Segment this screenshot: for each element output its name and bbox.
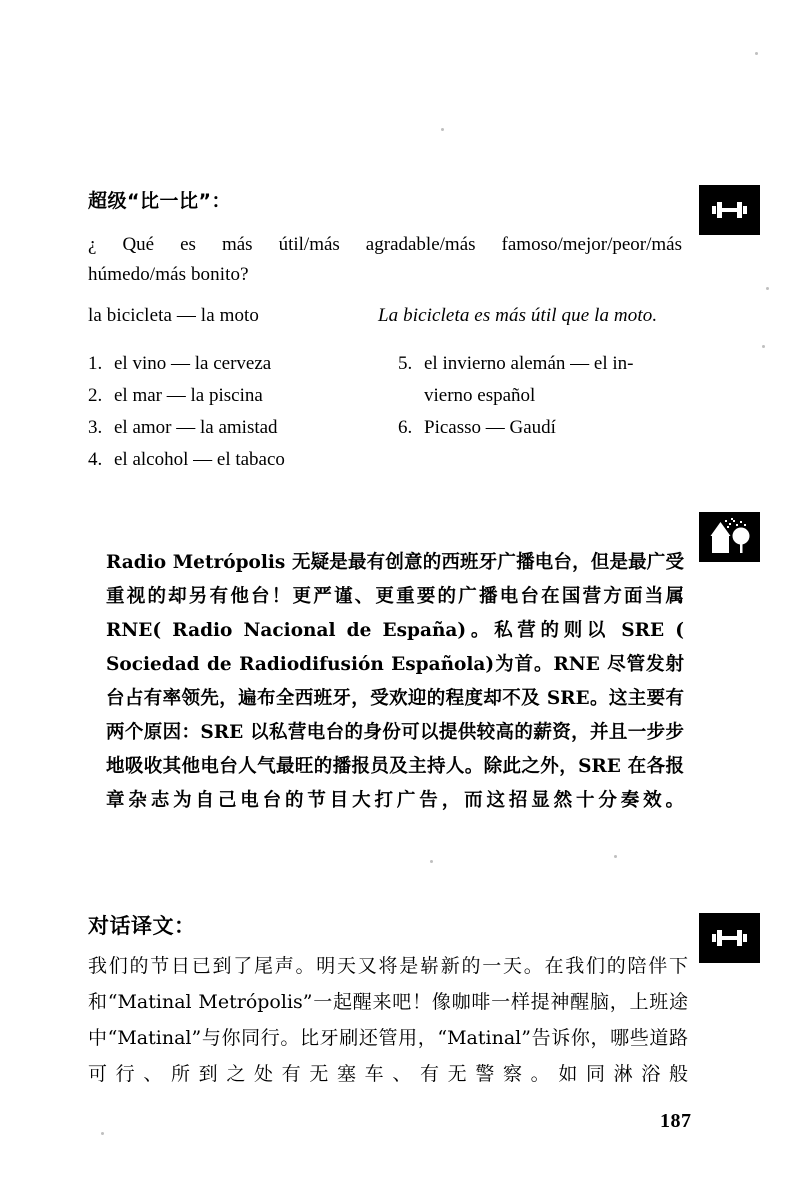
- list-item: [398, 412, 633, 444]
- exercise-list-left: [88, 348, 285, 476]
- section-heading-super: 超级“比一比”：: [88, 190, 231, 212]
- list-item-number: 6.: [398, 417, 413, 438]
- scan-speckle: [766, 287, 769, 290]
- exercise-list-right: [398, 348, 633, 444]
- house-tree-icon: [699, 512, 760, 562]
- reading-passage: Radio Metrópolis 无疑是最有创意的西班牙广播电台，但是最广受重视的却另有他台！更严谨、更重要的广播电台在国营方面当属 RNE( Radio Nacional de España)。私营的则以 SRE ( Sociedad de Radiodifusión Española)为首。RNE 尽管发射台占有率领先，遍布全西班牙，受欢迎的程度却不及 SRE。这主要有两个原因：SRE 以私营电台的身份可以提供较高的薪资，并且一步步地吸收其他电台人气最旺的播报员及主持人。除此之外，SRE 在各报章杂志为自己电台的节目大打广告，而这招显然十分奏效。: [106, 552, 684, 811]
- list-item-label: el amor — la amistad: [114, 417, 278, 438]
- margin-badge-house-tree[interactable]: [699, 512, 760, 562]
- scan-speckle: [441, 128, 444, 131]
- example-cue: la bicicleta — la moto: [88, 305, 260, 326]
- list-item: [88, 348, 285, 380]
- list-item-number: 1.: [88, 353, 103, 374]
- dumbbell-icon: [699, 185, 760, 235]
- list-item-number: 5.: [398, 353, 413, 374]
- list-item-label: el alcohol — el tabaco: [114, 449, 285, 470]
- list-item: [88, 380, 285, 412]
- scan-speckle: [762, 345, 765, 348]
- list-item: [88, 444, 285, 476]
- list-item: [88, 412, 285, 444]
- scan-speckle: [614, 855, 617, 858]
- list-item-label: el invierno alemán — el in-: [424, 353, 634, 374]
- list-item: [398, 348, 633, 380]
- list-item-number: 3.: [88, 417, 103, 438]
- scan-speckle: [101, 1132, 104, 1135]
- section-heading-dialogue: 对话译文：: [88, 914, 196, 938]
- margin-badge-dumbbell-top[interactable]: [699, 185, 760, 235]
- list-item-continuation: vierno español: [424, 385, 536, 406]
- example-answer: La bicicleta es más útil que la moto.: [378, 305, 658, 326]
- list-item-number: 4.: [88, 449, 103, 470]
- page-number: 187: [660, 1110, 692, 1132]
- list-item-label: el mar — la piscina: [114, 385, 263, 406]
- scan-speckle: [755, 52, 758, 55]
- scan-speckle: [430, 860, 433, 863]
- margin-badge-dumbbell-bottom[interactable]: [699, 913, 760, 963]
- prompt-line-2: húmedo/más bonito?: [88, 264, 249, 285]
- list-item-label: el vino — la cerveza: [114, 353, 272, 374]
- prompt-line-1: ¿ Qué es más útil/más agradable/más famoso/mejor/peor/más: [88, 234, 682, 255]
- dialogue-translation-text: 我们的节日已到了尾声。明天又将是崭新的一天。在我们的陪伴下和“Matinal Metrópolis”一起醒来吧！像咖啡一样提神醒脑，上班途中“Matinal”与你同行。比牙刷还管用，“Matinal”告诉你，哪些道路可行、所到之处有无塞车、有无警察。如同淋浴般: [88, 955, 688, 1085]
- list-item-label: Picasso — Gaudí: [424, 417, 556, 438]
- list-item-number: 2.: [88, 385, 103, 406]
- dumbbell-icon: [699, 913, 760, 963]
